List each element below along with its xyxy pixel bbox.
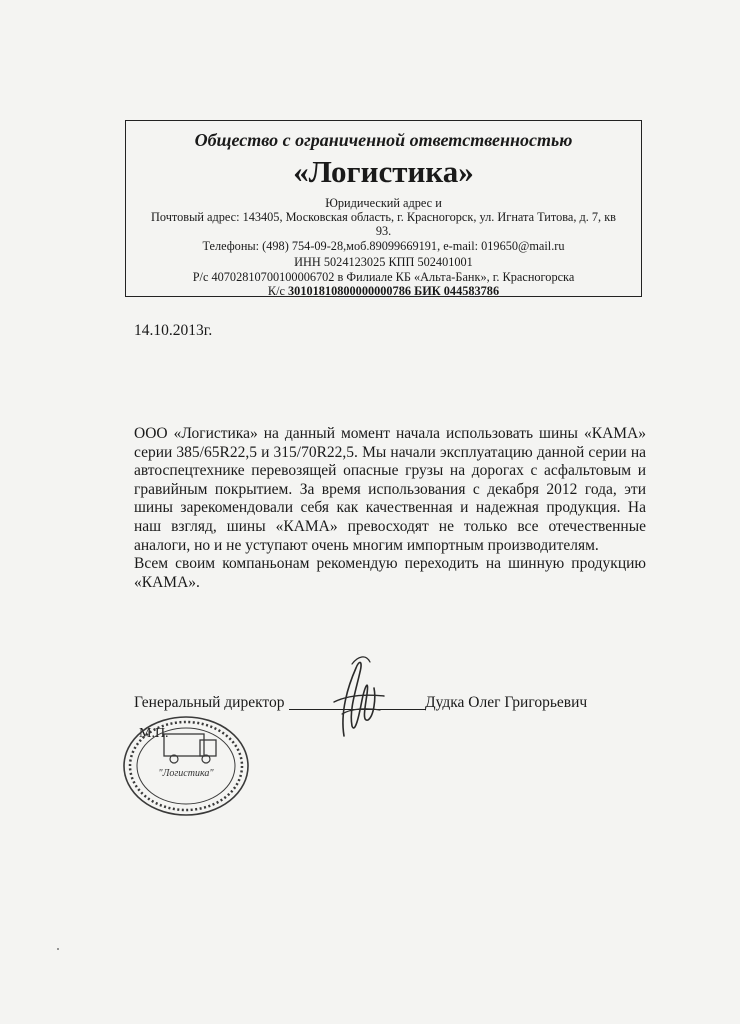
ks-value: 30101810800000000786	[288, 284, 411, 298]
org-type: Общество с ограниченной ответственностью	[194, 130, 573, 150]
ks-label: К/с	[267, 284, 289, 298]
signature-row	[134, 694, 654, 716]
handwritten-signature	[322, 650, 392, 745]
signer-name: Дудка Олег Григорьевич	[425, 694, 588, 711]
company-seal	[120, 714, 252, 818]
bank-account: Р/с 40702810700100006702 в Филиале КБ «Альта-Банк», г. Красногорска	[192, 270, 575, 284]
legal-address: Юридический адрес и	[325, 196, 442, 210]
letterhead	[125, 120, 642, 297]
company-name: «Логистика»	[293, 154, 474, 189]
scan-speck	[57, 948, 59, 950]
body-paragraph: ООО «Логистика» на данный момент начала использовать шины «КАМА» серии 385/65R22,5 и 315/70R22,5. Мы начали эксплуатацию данной серии на автоспецтехнике перевозящей опасные грузы на дорогах с асфальтовым и гравийным покрытием. За время использования с декабря 2012 года, эти шины зарекомендовали себя как качественная и надежная продукция. На наш взгляд, шины «КАМА» превосходят не только все отечественные аналоги, но и не уступают очень многим импортным производителям.	[134, 425, 646, 554]
seal-placeholder-label: М.П.	[139, 726, 169, 741]
body-paragraph: Всем своим компаньонам рекомендую переходить на шинную продукцию «КАМА».	[134, 555, 646, 591]
bik-label: БИК	[411, 284, 444, 298]
seal-text: "Логистика"	[158, 768, 214, 779]
contact-phones: Телефоны: (498) 754-09-28,моб.89099669191, e-mail: 019650@mail.ru	[202, 239, 565, 253]
bik-value: 044583786	[443, 284, 500, 298]
correspondent-account	[130, 284, 637, 298]
inn-kpp: ИНН 5024123025 КПП 502401001	[294, 255, 473, 269]
letter-body	[134, 425, 646, 592]
letter-date: 14.10.2013г.	[134, 322, 213, 339]
postal-address-cont: 93.	[375, 224, 392, 238]
postal-address: Почтовый адрес: 143405, Московская область, г. Красногорск, ул. Игната Титова, д. 7, кв	[151, 210, 616, 224]
signer-title: Генеральный директор	[134, 694, 285, 711]
